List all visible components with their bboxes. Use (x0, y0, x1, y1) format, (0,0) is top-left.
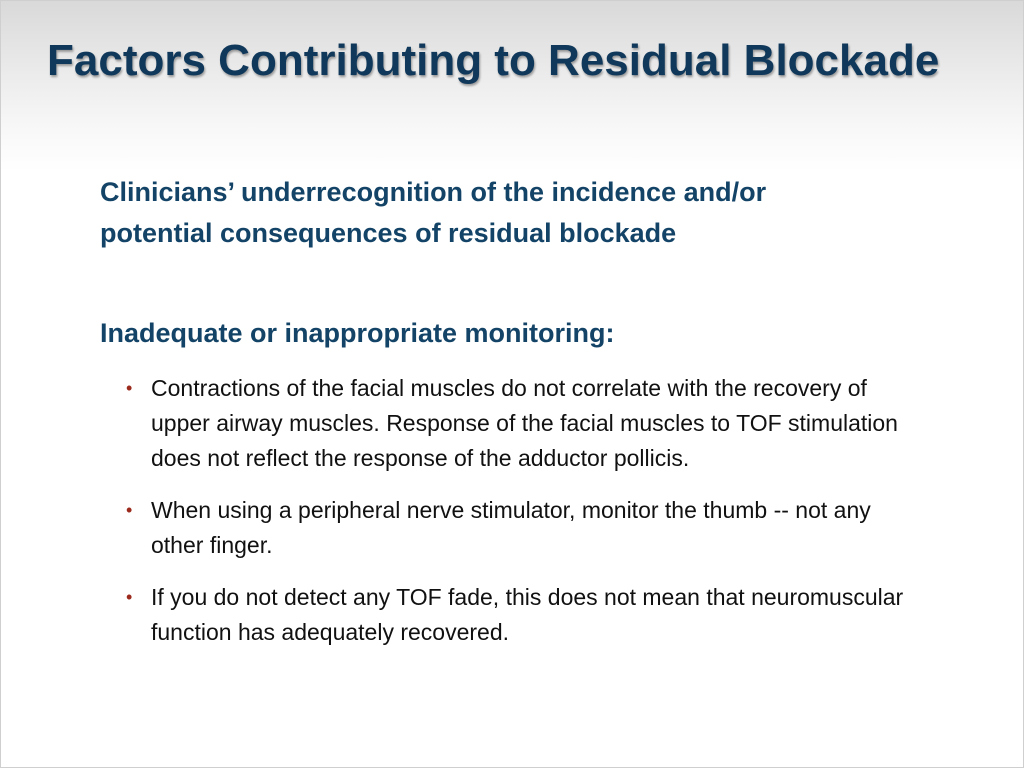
bullet-dot-icon: • (126, 500, 133, 520)
slide-title: Factors Contributing to Residual Blockade (47, 36, 940, 85)
sub-point-thumb (125, 493, 925, 563)
main-point-underrecognition: Clinicians’ underrecognition of the incidence and/or potential consequences of residual blockade (100, 177, 767, 248)
bullet-dot-icon: • (126, 587, 133, 607)
main-point-monitoring: Inadequate or inappropriate monitoring: (100, 318, 615, 348)
bullet-dot-icon: • (126, 378, 133, 398)
sub-point-text: Contractions of the facial muscles do not correlate with the recovery of upper airway muscles. Response of the facial muscles to TOF stimulation does not reflect the response of the adductor pollicis. (151, 375, 898, 471)
monitoring-sub-list (125, 371, 925, 667)
sub-point-text: When using a peripheral nerve stimulator, monitor the thumb -- not any other finger. (151, 497, 871, 558)
sub-point-tof-fade (125, 580, 925, 650)
sub-point-facial-muscles (125, 371, 925, 476)
sub-point-text: If you do not detect any TOF fade, this does not mean that neuromuscular function has adequately recovered. (151, 584, 904, 645)
